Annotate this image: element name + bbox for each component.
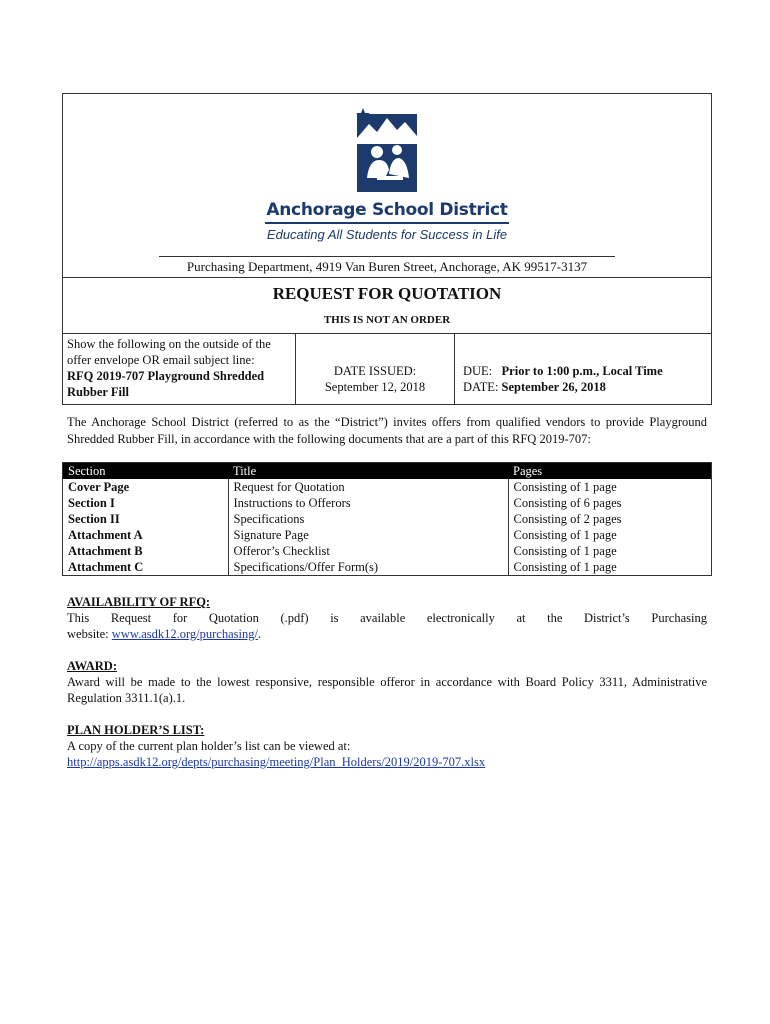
table-cell: Attachment C: [63, 559, 229, 576]
table-cell: Offeror’s Checklist: [228, 543, 508, 559]
due-label: DUE:: [463, 364, 493, 378]
column-header: Pages: [508, 463, 712, 480]
availability-line: [67, 610, 707, 626]
word: the: [547, 611, 563, 625]
availability-section: [67, 594, 707, 642]
word: Request: [110, 611, 152, 625]
table-cell: Section II: [63, 511, 229, 527]
word: is: [330, 611, 339, 625]
word: available: [360, 611, 406, 625]
word: electronically: [426, 611, 495, 625]
header: [63, 94, 711, 274]
award-text: Award will be made to the lowest responsive, responsible offeror in accordance with Board Policy 3311, Administrative Regulation 3311.1(a).1.: [67, 675, 707, 705]
table-cell: Instructions to Offerors: [228, 495, 508, 511]
purchasing-website-link[interactable]: www.asdk12.org/purchasing/: [111, 627, 258, 641]
table-cell: Consisting of 1 page: [513, 559, 617, 574]
envelope-line: Show the following on the outside of the: [67, 337, 271, 351]
word: District’s: [583, 611, 630, 625]
date-issued: [296, 333, 455, 405]
table-cell: Consisting of 6 pages: [513, 495, 622, 510]
table-cell: Request for Quotation: [228, 479, 508, 495]
envelope-instructions: [63, 333, 296, 405]
column-header: Section: [63, 463, 229, 480]
table-cell: Consisting of 1 page: [513, 479, 617, 494]
word: at: [516, 611, 526, 625]
table-cell: Consisting of 1 page: [513, 527, 617, 542]
award-heading: AWARD:: [67, 659, 117, 673]
table-cell: Consisting of 2 pages: [513, 511, 622, 526]
table-cell: Specifications/Offer Form(s): [228, 559, 508, 576]
cover-box: [62, 93, 712, 405]
table-cell: Specifications: [228, 511, 508, 527]
table-row: [63, 495, 712, 511]
website-label: website:: [67, 627, 112, 641]
due-date: [455, 333, 711, 405]
table-row: [63, 559, 712, 576]
plan-holders-text: A copy of the current plan holder’s list can be viewed at:: [67, 739, 351, 753]
plan-holders-link[interactable]: http://apps.asdk12.org/depts/purchasing/meeting/Plan_Holders/2019/2019-707.xlsx: [67, 755, 486, 769]
word: Quotation: [208, 611, 259, 625]
rfq-line: RFQ 2019-707 Playground Shredded: [67, 369, 265, 383]
address: Purchasing Department, 4919 Van Buren Street, Anchorage, AK 99517-3137: [186, 259, 588, 274]
date-value: September 26, 2018: [501, 380, 606, 394]
period: .: [257, 627, 262, 641]
award-section: [67, 658, 707, 706]
table-row: [63, 527, 712, 543]
plan-holders-heading: PLAN HOLDER’S LIST:: [67, 723, 205, 737]
district-logo: [355, 108, 419, 194]
tagline: Educating All Students for Success in Life: [266, 227, 508, 242]
due-value: Prior to 1:00 p.m., Local Time: [501, 364, 663, 378]
address-rule: [159, 256, 615, 257]
date-issued-label: DATE ISSUED:: [333, 364, 417, 378]
availability-heading: AVAILABILITY OF RFQ:: [67, 595, 211, 609]
table-cell: Section I: [63, 495, 229, 511]
word: for: [172, 611, 188, 625]
rfq-line: Rubber Fill: [67, 385, 129, 399]
word: (.pdf): [280, 611, 309, 625]
org-name-rule: [265, 222, 509, 224]
page-title: REQUEST FOR QUOTATION: [272, 284, 502, 303]
plan-holders-section: [67, 722, 707, 770]
table-row: [63, 511, 712, 527]
table-row: [63, 479, 712, 495]
table-cell: Signature Page: [228, 527, 508, 543]
word: Purchasing: [651, 611, 707, 625]
table-header-row: [63, 463, 712, 480]
page-subtitle: THIS IS NOT AN ORDER: [323, 314, 451, 326]
date-label: DATE:: [463, 380, 499, 394]
table-cell: Attachment A: [63, 527, 229, 543]
table-cell: Attachment B: [63, 543, 229, 559]
envelope-line: offer envelope OR email subject line:: [67, 353, 255, 367]
table-cell: Consisting of 1 page: [513, 543, 617, 558]
intro-paragraph: The Anchorage School District (referred to as the “District”) invites offers from qualified vendors to provide Playground Shredded Rubber Fill, in accordance with the following documents that are a part of this RFQ 2019-707:: [67, 415, 707, 446]
table-cell: Cover Page: [63, 479, 229, 495]
documents-table: [62, 462, 712, 576]
table-row: [63, 543, 712, 559]
divider: [63, 277, 711, 278]
availability-website-line: [67, 626, 707, 642]
org-name: Anchorage School District: [266, 200, 508, 220]
word: This: [67, 611, 90, 625]
column-header: Title: [228, 463, 508, 480]
date-issued-value: September 12, 2018: [324, 380, 426, 394]
